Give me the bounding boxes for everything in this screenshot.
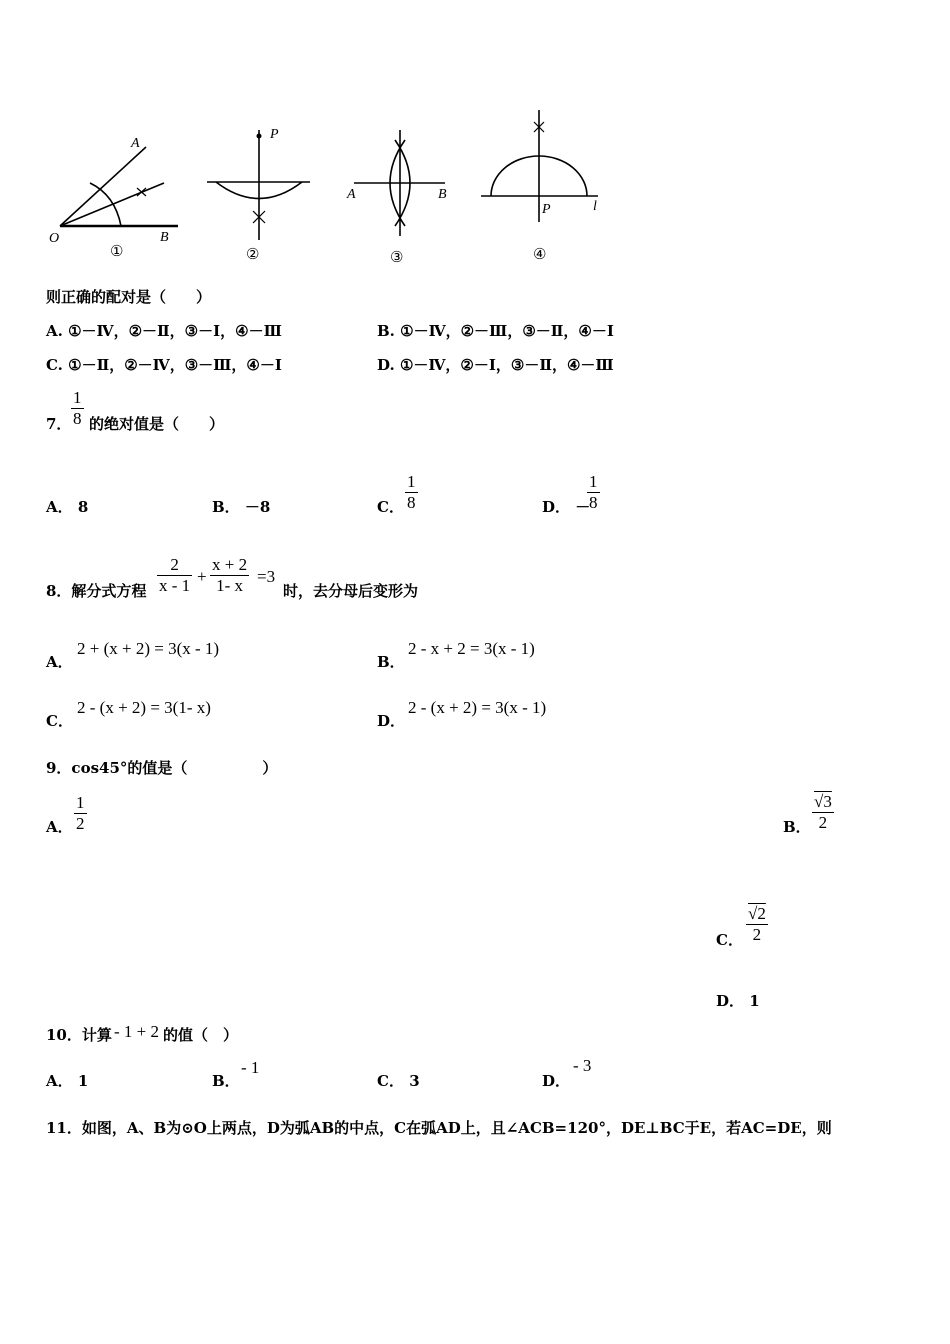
fig1-label-a: A: [131, 136, 140, 151]
q8-rhs: =3: [257, 567, 276, 586]
figure-1-angle-bisector: [60, 147, 178, 226]
fig2-point-p: [257, 134, 262, 139]
q8-option-c-expr: 2 - (x + 2) = 3(1- x): [77, 698, 211, 717]
q10-expr: - 1 + 2: [114, 1022, 159, 1041]
q7-option-a[interactable]: [46, 496, 88, 517]
fig3-label-b: B: [438, 187, 447, 202]
q8-stem-tail: 时，去分母后变形为: [283, 582, 419, 600]
q8-option-d-label[interactable]: D．: [377, 712, 406, 730]
q10-option-a[interactable]: [46, 1070, 88, 1091]
q7-fraction-numerator: 1: [73, 388, 82, 407]
q6-option-a-text: ①－Ⅳ，②－Ⅱ，③－Ⅰ，④－Ⅲ: [68, 322, 282, 340]
q8-option-a-label[interactable]: A．: [46, 653, 73, 671]
q7-option-c-fraction: [405, 472, 418, 513]
q9-option-a-label[interactable]: A．: [46, 818, 73, 836]
q7-option-c-denominator: 8: [407, 493, 416, 512]
q7-option-d-numerator: 1: [589, 472, 598, 491]
fig4-label-p: P: [542, 202, 551, 217]
q10-option-a-label: A．: [46, 1072, 73, 1090]
q9-option-d[interactable]: [716, 990, 760, 1011]
q9-option-a-fraction: [74, 793, 87, 834]
fig1-label-b: B: [160, 230, 169, 245]
fig1-caption: ①: [110, 244, 124, 260]
q7-fraction-denominator: 8: [73, 409, 82, 428]
q11-stem: 11．如图，A、B为⊙O上两点，D为弧AB的中点，C在弧AD上，且∠ACB=120°，DE⊥BC于E，若AC=DE，则: [46, 1119, 832, 1137]
q10-option-d-label[interactable]: D．: [542, 1072, 571, 1090]
figure-4-perpendicular-through-point: [481, 110, 598, 222]
figure-2-perpendicular-from-point: [207, 130, 310, 240]
q7-option-b-label: B．: [212, 498, 240, 516]
q8-option-b-expr: 2 - x + 2 = 3(x - 1): [408, 639, 535, 658]
q6-option-c-text: ①－Ⅱ，②－Ⅳ，③－Ⅲ，④－Ⅰ: [68, 356, 282, 374]
q6-option-b-text: ①－Ⅳ，②－Ⅲ，③－Ⅱ，④－Ⅰ: [400, 322, 614, 340]
q6-option-a[interactable]: [46, 320, 282, 341]
q6-option-d-label: D.: [377, 356, 395, 374]
q9-option-c-fraction: [746, 904, 768, 945]
q7-option-c-numerator: 1: [407, 472, 416, 491]
q10-stem-tail: 的值（ ）: [163, 1026, 239, 1044]
q7-fraction: [71, 388, 84, 429]
fig2-caption: ②: [246, 247, 260, 263]
q6-option-d-text: ①－Ⅳ，②－Ⅰ，③－Ⅱ，④－Ⅲ: [399, 356, 614, 374]
fig4-caption: ④: [533, 247, 547, 263]
q7-option-c-label[interactable]: C．: [377, 498, 404, 516]
q10-option-b-text: - 1: [241, 1058, 260, 1077]
q9-option-c-numerator: √2: [748, 904, 766, 923]
q7-stem: 的绝对值是（ ）: [89, 415, 225, 433]
q7-option-a-text: 8: [77, 498, 89, 516]
q8-fraction-2-denominator: 1- x: [210, 575, 249, 596]
q9-option-b-label[interactable]: B．: [783, 818, 811, 836]
q10-option-c-text: 3: [409, 1072, 420, 1090]
q6-option-b-label: B.: [377, 322, 395, 340]
fig3-caption: ③: [390, 250, 404, 266]
fig1-label-o: O: [49, 231, 60, 246]
q10-option-d-text: - 3: [573, 1056, 592, 1075]
q6-option-c[interactable]: [46, 354, 282, 375]
q7-option-a-label: A．: [46, 498, 73, 516]
q9-option-b-denominator: 2: [812, 812, 834, 833]
q7-option-d-denominator: 8: [589, 493, 598, 512]
q8-fraction-1-denominator: x - 1: [159, 576, 191, 595]
q9-option-a-denominator: 2: [76, 814, 85, 833]
q8-option-a-expr: 2 + (x + 2) = 3(x - 1): [77, 639, 220, 658]
q10-number: 10．计算: [46, 1026, 112, 1044]
q8-number: 8．解分式方程: [46, 582, 147, 600]
q10-option-c-label: C．: [377, 1072, 404, 1090]
q10-option-b-label[interactable]: B．: [212, 1072, 240, 1090]
fig2-label-p: P: [270, 127, 279, 142]
q10-option-c[interactable]: [377, 1070, 420, 1091]
q7-option-d-label[interactable]: [542, 496, 590, 517]
q6-option-d[interactable]: [377, 354, 614, 375]
q9-option-c-denominator: 2: [746, 924, 768, 945]
q8-fraction-2-numerator: x + 2: [212, 555, 248, 574]
q8-fraction-2: [210, 555, 249, 596]
q9-option-b-numerator: √3: [814, 792, 832, 811]
q7-option-b-text: －8: [244, 498, 271, 516]
q7-option-d-sign: －: [575, 498, 591, 516]
q8-option-b-label[interactable]: B．: [377, 653, 405, 671]
q7-option-d-fraction: [587, 472, 600, 513]
q6-option-a-label: A.: [46, 322, 63, 340]
q9-option-d-label: D．: [716, 992, 745, 1010]
q6-option-b[interactable]: [377, 320, 614, 341]
q9-stem: 9．cos45°的值是（ ）: [46, 759, 278, 777]
fig4-label-l: l: [593, 199, 597, 214]
q7-option-b[interactable]: [212, 496, 270, 517]
q8-fraction-1-numerator: 2: [170, 555, 179, 574]
q7-option-d-label-text: D．: [542, 498, 571, 516]
q6-stem: 则正确的配对是（ ）: [46, 288, 212, 306]
q8-option-c-label[interactable]: C．: [46, 712, 73, 730]
q9-option-a-numerator: 1: [76, 793, 85, 812]
q9-option-d-text: 1: [749, 992, 760, 1010]
q6-option-c-label: C.: [46, 356, 63, 374]
q7-number: 7．: [46, 415, 72, 433]
q10-option-a-text: 1: [77, 1072, 89, 1090]
q8-fraction-1: [157, 555, 192, 596]
q9-option-b-fraction: [812, 792, 834, 833]
q8-plus: +: [197, 567, 207, 586]
fig3-label-a: A: [347, 187, 356, 202]
construction-figures: [0, 100, 950, 275]
q8-option-d-expr: 2 - (x + 2) = 3(x - 1): [408, 698, 547, 717]
q9-option-c-label[interactable]: C．: [716, 931, 743, 949]
figure-3-perpendicular-bisector: [354, 130, 445, 236]
